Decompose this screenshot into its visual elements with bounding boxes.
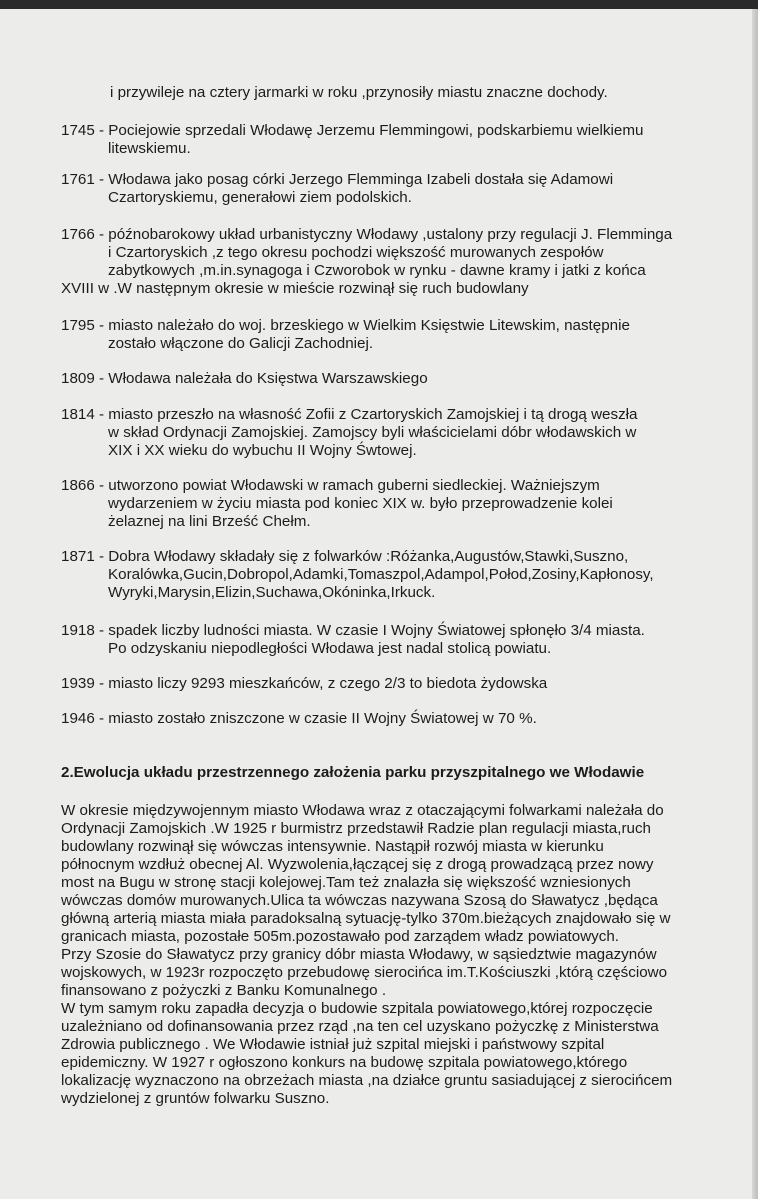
chronology-entry-1766: 1766 - późnobarokowy układ urbanistyczny Włodawy ,ustalony przy regulacji J. Flemminga: [61, 226, 673, 243]
chronology-entry-1795-cont: zostało włączone do Galicji Zachodniej.: [108, 335, 374, 352]
paragraph-line: północnym wzdłuż obecnej Al. Wyzwolenia,łączącej się z drogą prowadzącą przez nowy: [61, 856, 654, 873]
chronology-entry-1866: 1866 - utworzono powiat Włodawski w ramach guberni siedleckiej. Ważniejszym: [61, 477, 600, 494]
paragraph-line: finansowano z pożyczki z Banku Komunalnego .: [61, 982, 387, 999]
chronology-entry-1766-cont: i Czartoryskich ,z tego okresu pochodzi większość murowanych zespołów: [108, 244, 604, 261]
paragraph-line: wojskowych, w 1923r rozpoczęto przebudowę sierocińca im.T.Kościuszki ,którą częściowo: [61, 964, 668, 981]
chronology-entry-1766-cont: zabytkowych ,m.in.synagoga i Czworobok w rynku - dawne kramy i jatki z końca: [108, 262, 646, 279]
paragraph-line: budowlany rozwinął się wówczas intensywnie. Nastąpił rozwój miasta w kierunku: [61, 838, 604, 855]
section-heading: 2.Ewolucja układu przestrzennego założenia parku przyszpitalnego we Włodawie: [61, 764, 645, 781]
chronology-entry-1814: 1814 - miasto przeszło na własność Zofii z Czartoryskich Zamojskiej i tą drogą weszła: [61, 406, 638, 423]
chronology-entry-1814-cont: w skład Ordynacji Zamojskiej. Zamojscy byli właścicielami dóbr włodawskich w: [108, 424, 637, 441]
chronology-entry-1866-cont: wydarzeniem w życiu miasta pod koniec XIX w. było przeprowadzenie kolei: [108, 495, 613, 512]
chronology-entry-1866-cont: żelaznej na lini Brześć Chełm.: [108, 513, 311, 530]
paragraph-line: lokalizację wyznaczono na obrzeżach miasta ,na działce gruntu sasiadującej z sierocińcem: [61, 1072, 673, 1089]
chronology-entry-1939: 1939 - miasto liczy 9293 mieszkańców, z czego 2/3 to biedota żydowska: [61, 675, 548, 692]
paragraph-line: W tym samym roku zapadła decyzja o budowie szpitala powiatowego,której rozpoczęcie: [61, 1000, 653, 1017]
paragraph-line: uzależniano od dofinansowania przez rząd ,na ten cel uzyskano pożyczkę z Ministerstwa: [61, 1018, 659, 1035]
chronology-entry-1809: 1809 - Włodawa należała do Księstwa Warszawskiego: [61, 370, 428, 387]
chronology-entry-1918-cont: Po odzyskaniu niepodległości Włodawa jest nadal stolicą powiatu.: [108, 640, 552, 657]
chronology-entry-1946: 1946 - miasto zostało zniszczone w czasie II Wojny Światowej w 70 %.: [61, 710, 537, 727]
paragraph-line: W okresie międzywojennym miasto Włodawa wraz z otaczającymi folwarkami należała do: [61, 802, 664, 819]
chronology-entry-1871-cont: Wyryki,Marysin,Elizin,Suchawa,Okóninka,Irkuck.: [108, 584, 436, 601]
paragraph-line: Ordynacji Zamojskich .W 1925 r burmistrz przedstawił Radzie plan regulacji miasta,ruch: [61, 820, 651, 837]
paragraph-line: Przy Szosie do Sławatycz przy granicy dóbr miasta Włodawy, w sąsiedztwie magazynów: [61, 946, 657, 963]
chronology-entry-1761-cont: Czartoryskiemu, generałowi ziem podolskich.: [108, 189, 412, 206]
paragraph-line: wydzielonej z gruntów folwarku Suszno.: [61, 1090, 330, 1107]
paragraph-line: granicach miasta, pozostałe 505m.pozostawało pod zarządem władz powiatowych.: [61, 928, 620, 945]
chronology-entry-1814-cont: XIX i XX wieku do wybuchu II Wojny Śwtowej.: [108, 442, 417, 459]
chronology-entry-1766-cont: XVIII w .W następnym okresie w mieście rozwinął się ruch budowlany: [61, 280, 529, 297]
chronology-entry-1795: 1795 - miasto należało do woj. brzeskiego w Wielkim Księstwie Litewskim, następnie: [61, 317, 630, 334]
paragraph-line: wówczas domów murowanych.Ulica ta wówczas nazywana Szosą do Sławatycz ,będąca: [61, 892, 658, 909]
chronology-entry-1745: 1745 - Pociejowie sprzedali Włodawę Jerzemu Flemmingowi, podskarbiemu wielkiemu: [61, 122, 644, 139]
chronology-entry-1918: 1918 - spadek liczby ludności miasta. W czasie I Wojny Światowej spłonęło 3/4 miasta.: [61, 622, 645, 639]
paragraph-line: Zdrowia publicznego . We Włodawie istniał już szpital miejski i państwowy szpital: [61, 1036, 605, 1053]
chronology-continuation-line: i przywileje na cztery jarmarki w roku ,przynosiły miastu znaczne dochody.: [110, 84, 608, 101]
paragraph-line: główną arterią miasta miała paradoksalną sytuację-tylko 370m.bieżących znajdowało się w: [61, 910, 671, 927]
paragraph-line: epidemiczny. W 1927 r ogłoszono konkurs na budowę szpitala powiatowego,którego: [61, 1054, 628, 1071]
paragraph-line: most na Bugu w stronę stacji kolejowej.Tam też znalazła się większość wzniesionych: [61, 874, 631, 891]
chronology-entry-1745-cont: litewskiemu.: [108, 140, 191, 157]
chronology-entry-1871-cont: Koralówka,Gucin,Dobropol,Adamki,Tomaszpol,Adampol,Połod,Zosiny,Kapłonosy,: [108, 566, 654, 583]
chronology-entry-1871: 1871 - Dobra Włodawy składały się z folwarków :Różanka,Augustów,Stawki,Suszno,: [61, 548, 629, 565]
chronology-entry-1761: 1761 - Włodawa jako posag córki Jerzego Flemminga Izabeli dostała się Adamowi: [61, 171, 614, 188]
